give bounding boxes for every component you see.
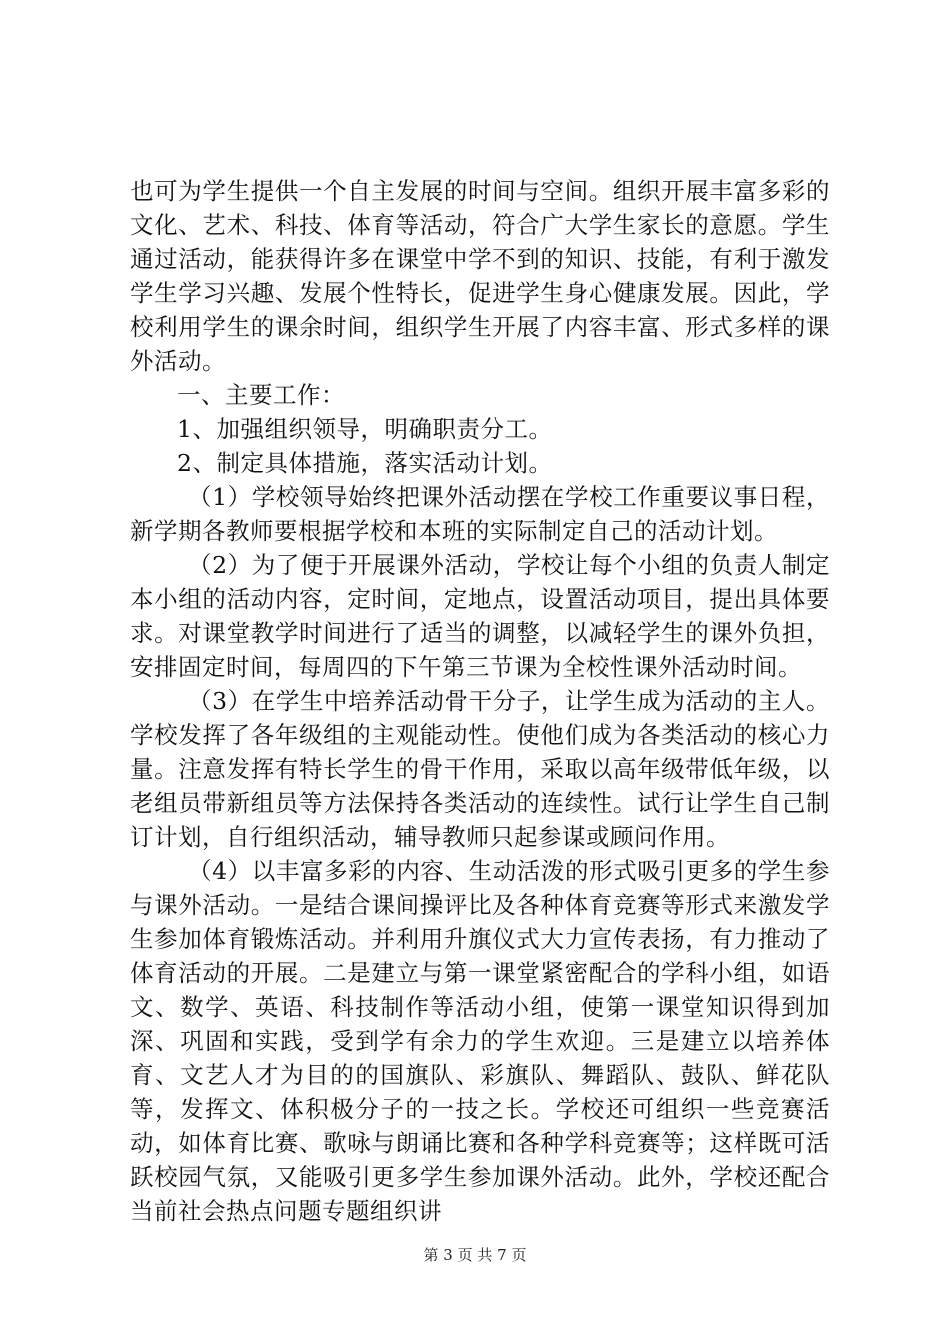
- page-number-footer: 第 3 页 共 7 页: [423, 1246, 527, 1264]
- section-heading: 一、主要工作：: [177, 381, 345, 409]
- body-paragraph: （4）以丰富多彩的内容、生动活泼的形式吸引更多的学生参与课外活动。一是结合课间操评比及各种体育竞赛等形式来激发学生参加体育锻炼活动。并利用升旗仪式大力宣传表扬，有力推动了体育活动的开展。二是建立与第一课堂紧密配合的学科小组，如语文、数学、英语、科技制作等活动小组，使第一课堂知识得到加深、巩固和实践，受到学有余力的学生欢迎。三是建立以培养体育、文艺人才为目的的国旗队、彩旗队、舞蹈队、鼓队、鲜花队等，发挥文、体积极分子的一技之长。学校还可组织一些竞赛活动，如体育比赛、歌咏与朗诵比赛和各种学科竞赛等；这样既可活跃校园气氛，又能吸引更多学生参加课外活动。此外，学校还配合当前社会热点问题专题组织讲: [130, 857, 830, 1225]
- document-body: [130, 174, 830, 1228]
- body-paragraph: 也可为学生提供一个自主发展的时间与空间。组织开展丰富多彩的文化、艺术、科技、体育等活动，符合广大学生家长的意愿。学生通过活动，能获得许多在课堂中学不到的知识、技能，有利于激发学生学习兴趣、发展个性特长，促进学生身心健康发展。因此，学校利用学生的课余时间，组织学生开展了内容丰富、形式多样的课外活动。: [130, 177, 830, 375]
- body-paragraph: （2）为了便于开展课外活动，学校让每个小组的负责人制定本小组的活动内容，定时间，定地点，设置活动项目，提出具体要求。对课堂教学时间进行了适当的调整，以减轻学生的课外负担，安排固定时间，每周四的下午第三节课为全校性课外活动时间。: [130, 551, 830, 681]
- body-paragraph: （3）在学生中培养活动骨干分子，让学生成为活动的主人。学校发挥了各年级组的主观能动性。使他们成为各类活动的核心力量。注意发挥有特长学生的骨干作用，采取以高年级带低年级，以老组员带新组员等方法保持各类活动的连续性。试行让学生自己制订计划，自行组织活动，辅导教师只起参谋或顾问作用。: [130, 687, 830, 851]
- list-item: 1、加强组织领导，明确职责分工。: [177, 415, 553, 443]
- body-paragraph: （1）学校领导始终把课外活动摆在学校工作重要议事日程，新学期各教师要根据学校和本班的实际制定自己的活动计划。: [130, 483, 830, 545]
- list-item: 2、制定具体措施，落实活动计划。: [177, 449, 553, 477]
